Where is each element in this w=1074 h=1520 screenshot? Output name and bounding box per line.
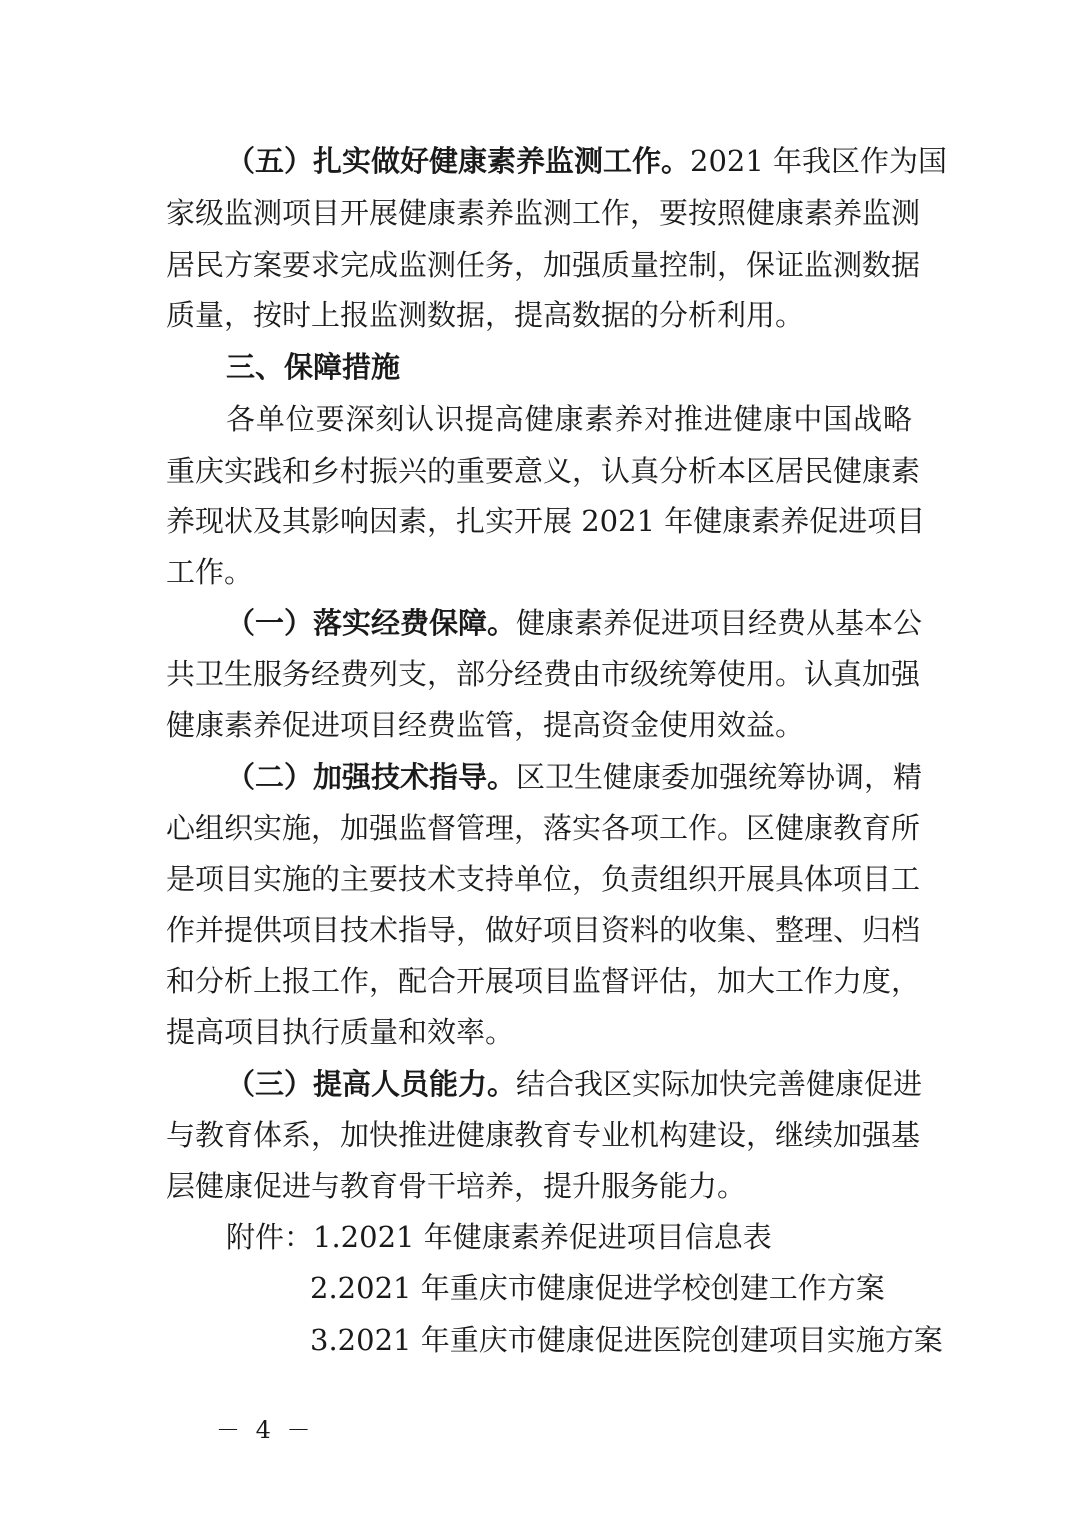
paragraph-1-line-2: 共卫生服务经费列支，部分经费由市级统筹使用。认真加强 [166, 657, 921, 691]
paragraph-intro-line-3: 养现状及其影响因素，扎实开展 2021 年健康素养促进项目 [166, 504, 926, 538]
paragraph-intro-line-4: 工作。 [166, 555, 254, 589]
paragraph-5-line-3: 居民方案要求完成监测任务，加强质量控制，保证监测数据 [166, 248, 921, 282]
paragraph-3-line-2: 与教育体系，加快推进健康教育专业机构建设，继续加强基 [166, 1118, 921, 1152]
paragraph-2-line-3: 是项目实施的主要技术支持单位，负责组织开展具体项目工 [166, 862, 921, 896]
paragraph-2-line-2: 心组织实施，加强监督管理，落实各项工作。区健康教育所 [166, 811, 921, 845]
attachment-1: 附件：1.2021 年健康素养促进项目信息表 [226, 1220, 772, 1254]
paragraph-5-line-2: 家级监测项目开展健康素养监测工作，要按照健康素养监测 [166, 196, 921, 230]
paragraph-5-line-1: （五）扎实做好健康素养监测工作。2021 年我区作为国 [226, 144, 948, 178]
paragraph-2-line-1: （二）加强技术指导。区卫生健康委加强统筹协调，精 [226, 760, 923, 794]
paragraph-1-line-1: （一）落实经费保障。健康素养促进项目经费从基本公 [226, 606, 923, 640]
paragraph-3-line-3: 层健康促进与教育骨干培养，提升服务能力。 [166, 1169, 747, 1203]
subsection-1-title: （一）落实经费保障。 [226, 606, 517, 640]
subsection-2-title: （二）加强技术指导。 [226, 760, 517, 794]
section-heading-3: 三、保障措施 [226, 350, 401, 384]
subsection-3-title: （三）提高人员能力。 [226, 1067, 517, 1101]
paragraph-2-line-5: 和分析上报工作，配合开展项目监督评估，加大工作力度， [166, 964, 921, 998]
page-number: － 4 － [216, 1416, 315, 1444]
paragraph-1-line-3: 健康素养促进项目经费监管，提高资金使用效益。 [166, 708, 805, 742]
paragraph-2-line-6: 提高项目执行质量和效率。 [166, 1015, 515, 1049]
section-5-title: （五）扎实做好健康素养监测工作。 [226, 144, 691, 178]
attachment-2: 2.2021 年重庆市健康促进学校创建工作方案 [310, 1271, 885, 1305]
paragraph-3-line-1: （三）提高人员能力。结合我区实际加快完善健康促进 [226, 1067, 923, 1101]
paragraph-5-line-4: 质量，按时上报监测数据，提高数据的分析利用。 [166, 298, 805, 332]
paragraph-2-line-4: 作并提供项目技术指导，做好项目资料的收集、整理、归档 [166, 913, 921, 947]
attachment-3: 3.2021 年重庆市健康促进医院创建项目实施方案 [310, 1323, 943, 1357]
paragraph-intro-line-1: 各单位要深刻认识提高健康素养对推进健康中国战略 [226, 402, 912, 436]
paragraph-intro-line-2: 重庆实践和乡村振兴的重要意义，认真分析本区居民健康素 [166, 454, 921, 488]
